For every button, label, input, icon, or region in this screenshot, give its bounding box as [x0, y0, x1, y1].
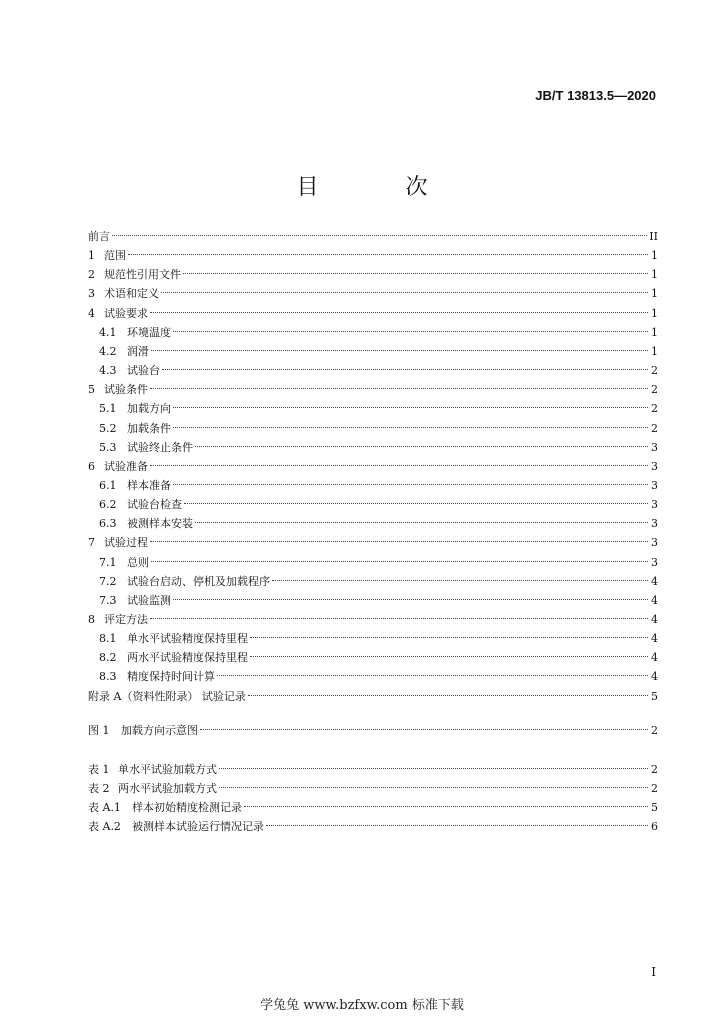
toc-entry[interactable] — [88, 477, 658, 495]
toc-entry-number: 7.2 — [99, 574, 117, 588]
toc-entry[interactable] — [88, 324, 658, 342]
toc-entry[interactable] — [88, 420, 658, 438]
toc-entry-page: 3 — [651, 498, 658, 512]
toc-entry-page: II — [649, 230, 658, 243]
dot-leader — [150, 311, 648, 313]
toc-entry-label: 单水平试验加载方式 — [118, 763, 217, 776]
toc-entry-number: 图 1 — [88, 724, 110, 737]
toc-entry[interactable] — [88, 515, 658, 533]
toc-entry-label: 两水平试验加载方式 — [118, 782, 217, 795]
toc-entry-label: 样本准备 — [127, 478, 171, 492]
toc-entry[interactable] — [88, 266, 658, 284]
toc-entry-number: 8.3 — [99, 670, 117, 684]
dot-leader — [150, 617, 648, 619]
toc-entry[interactable] — [88, 458, 658, 476]
toc-entry-number: 4.2 — [99, 344, 117, 358]
dot-leader — [272, 579, 648, 581]
toc-entry[interactable] — [88, 592, 658, 610]
toc-entry-page: 2 — [651, 421, 658, 435]
toc-entry[interactable] — [88, 649, 658, 667]
toc-entry-page: 3 — [651, 536, 658, 550]
dot-leader — [112, 234, 647, 236]
dot-leader — [244, 805, 648, 807]
toc-entry-page: 4 — [651, 651, 658, 665]
dot-leader — [161, 291, 648, 293]
toc-entry-label: 试验台启动、停机及加载程序 — [127, 574, 270, 588]
dot-leader — [162, 368, 648, 370]
toc-entry-page: 1 — [651, 306, 658, 320]
dot-leader — [173, 330, 648, 332]
dot-leader — [173, 426, 648, 428]
toc-entry-label: 样本初始精度检测记录 — [132, 801, 242, 814]
toc-entry-number: 7 — [88, 536, 95, 550]
toc-entry-page: 3 — [651, 478, 658, 492]
toc-entry-number: 5.2 — [99, 421, 117, 435]
toc-entry-number: 表 2 — [88, 782, 110, 795]
dot-leader — [219, 786, 648, 788]
toc-entry-page: 3 — [651, 459, 658, 473]
toc-entry[interactable] — [88, 780, 658, 798]
toc-entry-number: 2 — [88, 268, 95, 282]
toc-entry-label: 被测样本试验运行情况记录 — [132, 820, 264, 833]
toc-entry-number: 8.2 — [99, 651, 117, 665]
dot-leader — [173, 406, 648, 408]
toc-entry-number: 4.3 — [99, 364, 117, 378]
toc-entry[interactable] — [88, 343, 658, 361]
toc-entry-label: 规范性引用文件 — [104, 268, 181, 282]
toc-entry-page: 2 — [651, 782, 658, 795]
standard-number: JB/T 13813.5—2020 — [535, 88, 656, 103]
toc-entry[interactable] — [88, 247, 658, 265]
dot-leader — [150, 540, 648, 542]
toc-entry[interactable] — [88, 611, 658, 629]
toc-entry-page: 3 — [651, 517, 658, 531]
toc-entry-number: 表 1 — [88, 763, 110, 776]
toc-entry-label: 试验过程 — [104, 536, 148, 550]
toc-entry[interactable] — [88, 400, 658, 418]
toc-entry-label: 试验条件 — [104, 383, 148, 397]
toc-entry-page: 1 — [651, 325, 658, 339]
toc-entry-label: 总则 — [127, 555, 149, 569]
dot-leader — [151, 349, 648, 351]
toc-entry-label: 润滑 — [127, 344, 149, 358]
toc-entry-page: 4 — [651, 613, 658, 626]
toc-entry-label: 被测样本安装 — [127, 517, 193, 531]
toc-entry-number: 6 — [88, 459, 95, 473]
toc-entry[interactable] — [88, 381, 658, 399]
toc-entry-page: 3 — [651, 440, 658, 454]
dot-leader — [217, 674, 648, 676]
toc-entry-number: 5.3 — [99, 440, 117, 454]
toc-entry-page: 4 — [651, 670, 658, 684]
dot-leader — [219, 767, 648, 769]
toc-entry-number: 4.1 — [99, 325, 117, 339]
dot-leader — [150, 387, 648, 389]
toc-entry-label: 试验监测 — [127, 593, 171, 607]
toc-entry-number: 6.1 — [99, 478, 117, 492]
toc-entry-number: 5.1 — [99, 402, 117, 416]
toc-entry-label: 环境温度 — [127, 325, 171, 339]
dot-leader — [250, 655, 648, 657]
toc-entry-number: 8.1 — [99, 632, 117, 646]
dot-leader — [173, 598, 648, 600]
toc-entry-label: 两水平试验精度保持里程 — [127, 651, 248, 665]
dot-leader — [248, 694, 648, 696]
toc-entry[interactable] — [88, 496, 658, 514]
dot-leader — [183, 272, 648, 274]
toc-entry-page: 1 — [651, 268, 658, 282]
toc-entry-number: 表 A.2 — [88, 820, 121, 833]
dot-leader — [184, 502, 648, 504]
toc-entry[interactable] — [88, 439, 658, 457]
toc-entry[interactable] — [88, 668, 658, 686]
dot-leader — [250, 636, 648, 638]
page-number: I — [651, 965, 656, 979]
toc-entry[interactable] — [88, 630, 658, 648]
toc-entry-label: 评定方法 — [104, 613, 148, 626]
toc-entry-page: 5 — [651, 689, 658, 703]
dot-leader — [266, 824, 648, 826]
dot-leader — [195, 521, 648, 523]
toc-entry-page: 2 — [651, 402, 658, 416]
toc-entry[interactable] — [88, 818, 658, 836]
toc-entry-label: 试验台检查 — [127, 498, 182, 512]
toc-entry-page: 5 — [651, 801, 658, 814]
toc-entry[interactable] — [88, 799, 658, 817]
dot-leader — [195, 445, 648, 447]
toc-entry-label: 附录 A（资料性附录） 试验记录 — [88, 689, 246, 703]
page-title: 目 次 — [296, 175, 468, 200]
toc-entry[interactable] — [88, 573, 658, 591]
toc-entry-number: 5 — [88, 383, 95, 397]
toc-entry-page: 1 — [651, 287, 658, 301]
toc-entry-label: 试验台 — [127, 364, 160, 378]
dot-leader — [173, 483, 648, 485]
dot-leader — [128, 253, 648, 255]
toc-entry-page: 6 — [651, 820, 658, 833]
toc-entry-page: 1 — [651, 249, 658, 263]
toc-entry-page: 2 — [651, 724, 658, 737]
toc-entry-page: 2 — [651, 763, 658, 776]
toc-entry-page: 1 — [651, 344, 658, 358]
toc-entry[interactable] — [88, 722, 658, 740]
toc-entry[interactable] — [88, 285, 658, 303]
toc-entry-number: 7.3 — [99, 593, 117, 607]
toc-entry-label: 加载条件 — [127, 421, 171, 435]
toc-entry[interactable] — [88, 688, 658, 706]
toc-entry-label: 试验终止条件 — [127, 440, 193, 454]
toc-entry[interactable] — [88, 761, 658, 779]
toc-entry[interactable] — [88, 305, 658, 323]
toc-entry[interactable] — [88, 534, 658, 552]
dot-leader — [151, 560, 648, 562]
toc-entry-number: 3 — [88, 287, 95, 301]
toc-entry[interactable] — [88, 554, 658, 572]
toc-entry-number: 4 — [88, 306, 95, 320]
toc-entry-label: 术语和定义 — [104, 287, 159, 301]
toc-entry-label: 试验准备 — [104, 459, 148, 473]
toc-entry[interactable] — [88, 228, 658, 246]
toc-entry-page: 3 — [651, 555, 658, 569]
toc-entry[interactable] — [88, 362, 658, 380]
toc-entry-page: 4 — [651, 574, 658, 588]
toc-entry-number: 6.3 — [99, 517, 117, 531]
toc-entry-label: 加载方向示意图 — [121, 724, 198, 737]
toc-entry-label: 精度保持时间计算 — [127, 670, 215, 684]
watermark: 学兔兔 www.bzfxw.com 标准下载 — [260, 998, 464, 1013]
toc-entry-number: 6.2 — [99, 498, 117, 512]
toc-entry-page: 2 — [651, 364, 658, 378]
toc-entry-page: 2 — [651, 383, 658, 397]
dot-leader — [200, 728, 648, 730]
toc-entry-number: 7.1 — [99, 555, 117, 569]
toc-entry-label: 单水平试验精度保持里程 — [127, 632, 248, 646]
toc-entry-number: 1 — [88, 249, 95, 263]
toc-entry-page: 4 — [651, 593, 658, 607]
toc-entry-label: 前言 — [88, 230, 110, 243]
toc-entry-page: 4 — [651, 632, 658, 646]
toc-entry-label: 范围 — [104, 249, 126, 263]
toc-entry-number: 8 — [88, 613, 95, 626]
dot-leader — [150, 464, 648, 466]
toc-entry-label: 加载方向 — [127, 402, 171, 416]
toc-entry-label: 试验要求 — [104, 306, 148, 320]
toc-entry-number: 表 A.1 — [88, 801, 121, 814]
